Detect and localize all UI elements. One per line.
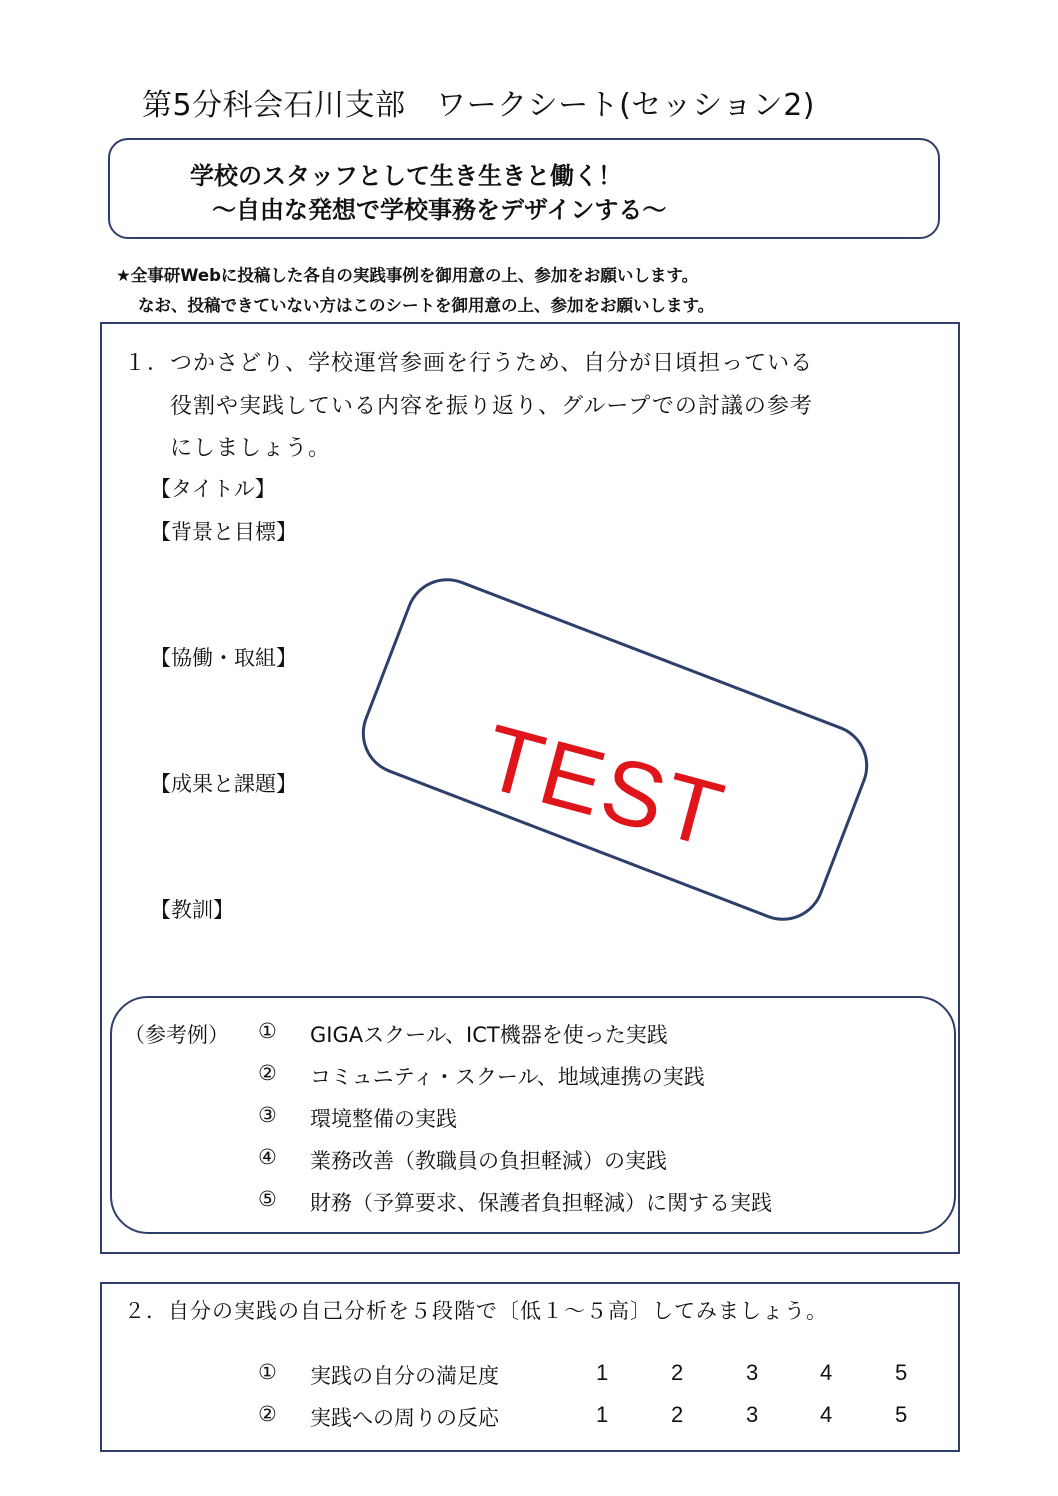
example-2-number: ② [258, 1061, 277, 1085]
field-results-label: 【成果と課題】 [150, 772, 297, 796]
example-4-text: 業務改善（教職員の負担軽減）の実践 [310, 1149, 667, 1173]
rating-2-option-1[interactable]: 1 [596, 1402, 609, 1427]
example-3-number: ③ [258, 1103, 277, 1127]
example-5-text: 財務（予算要求、保護者負担軽減）に関する実践 [310, 1191, 772, 1215]
example-1-number: ① [258, 1019, 277, 1043]
theme-line-2: ～自由な発想で学校事務をデザインする～ [212, 196, 667, 224]
rating-2-option-5[interactable]: 5 [895, 1402, 908, 1427]
section-1-question-line-1: １．つかさどり、学校運営参画を行うため、自分が日頃担っている [124, 351, 814, 376]
rating-1-option-5[interactable]: 5 [895, 1360, 908, 1385]
test-stamp-text: TEST [473, 705, 735, 868]
rating-1-option-2[interactable]: 2 [671, 1360, 684, 1385]
examples-label: （参考例） [124, 1023, 229, 1047]
rating-2-option-2[interactable]: 2 [671, 1402, 684, 1427]
field-lessons-label: 【教訓】 [150, 898, 234, 922]
section-1-question-line-3: にしましょう。 [170, 436, 332, 461]
rating-2-option-3[interactable]: 3 [746, 1402, 759, 1427]
example-2-text: コミュニティ・スクール、地域連携の実践 [310, 1065, 705, 1089]
page-title: 第5分科会石川支部 ワークシート(セッション2) [142, 88, 815, 123]
rating-2-label: 実践への周りの反応 [310, 1406, 499, 1430]
example-3-text: 環境整備の実践 [310, 1107, 457, 1131]
notice-line-2: なお、投稿できていない方はこのシートを御用意の上、参加をお願いします。 [138, 296, 715, 315]
rating-1-option-3[interactable]: 3 [746, 1360, 759, 1385]
field-title-label: 【タイトル】 [150, 477, 276, 501]
rating-1-option-1[interactable]: 1 [596, 1360, 609, 1385]
rating-2-number: ② [258, 1402, 277, 1426]
example-5-number: ⑤ [258, 1187, 277, 1211]
example-1-text: GIGAスクール、ICT機器を使った実践 [310, 1023, 668, 1047]
rating-1-label: 実践の自分の満足度 [310, 1364, 499, 1388]
rating-2-option-4[interactable]: 4 [820, 1402, 833, 1427]
theme-line-1: 学校のスタッフとして生き生きと働く！ [190, 162, 622, 190]
section-1-question-line-2: 役割や実践している内容を振り返り、グループでの討議の参考 [170, 394, 813, 419]
field-background-label: 【背景と目標】 [150, 520, 297, 544]
rating-1-number: ① [258, 1360, 277, 1384]
field-collaboration-label: 【協働・取組】 [150, 646, 297, 670]
section-2-question: ２．自分の実践の自己分析を５段階で〔低１～５高〕してみましょう。 [124, 1299, 828, 1323]
notice-line-1: ★全事研Webに投稿した各自の実践事例を御用意の上、参加をお願いします。 [116, 266, 699, 285]
example-4-number: ④ [258, 1145, 277, 1169]
rating-1-option-4[interactable]: 4 [820, 1360, 833, 1385]
